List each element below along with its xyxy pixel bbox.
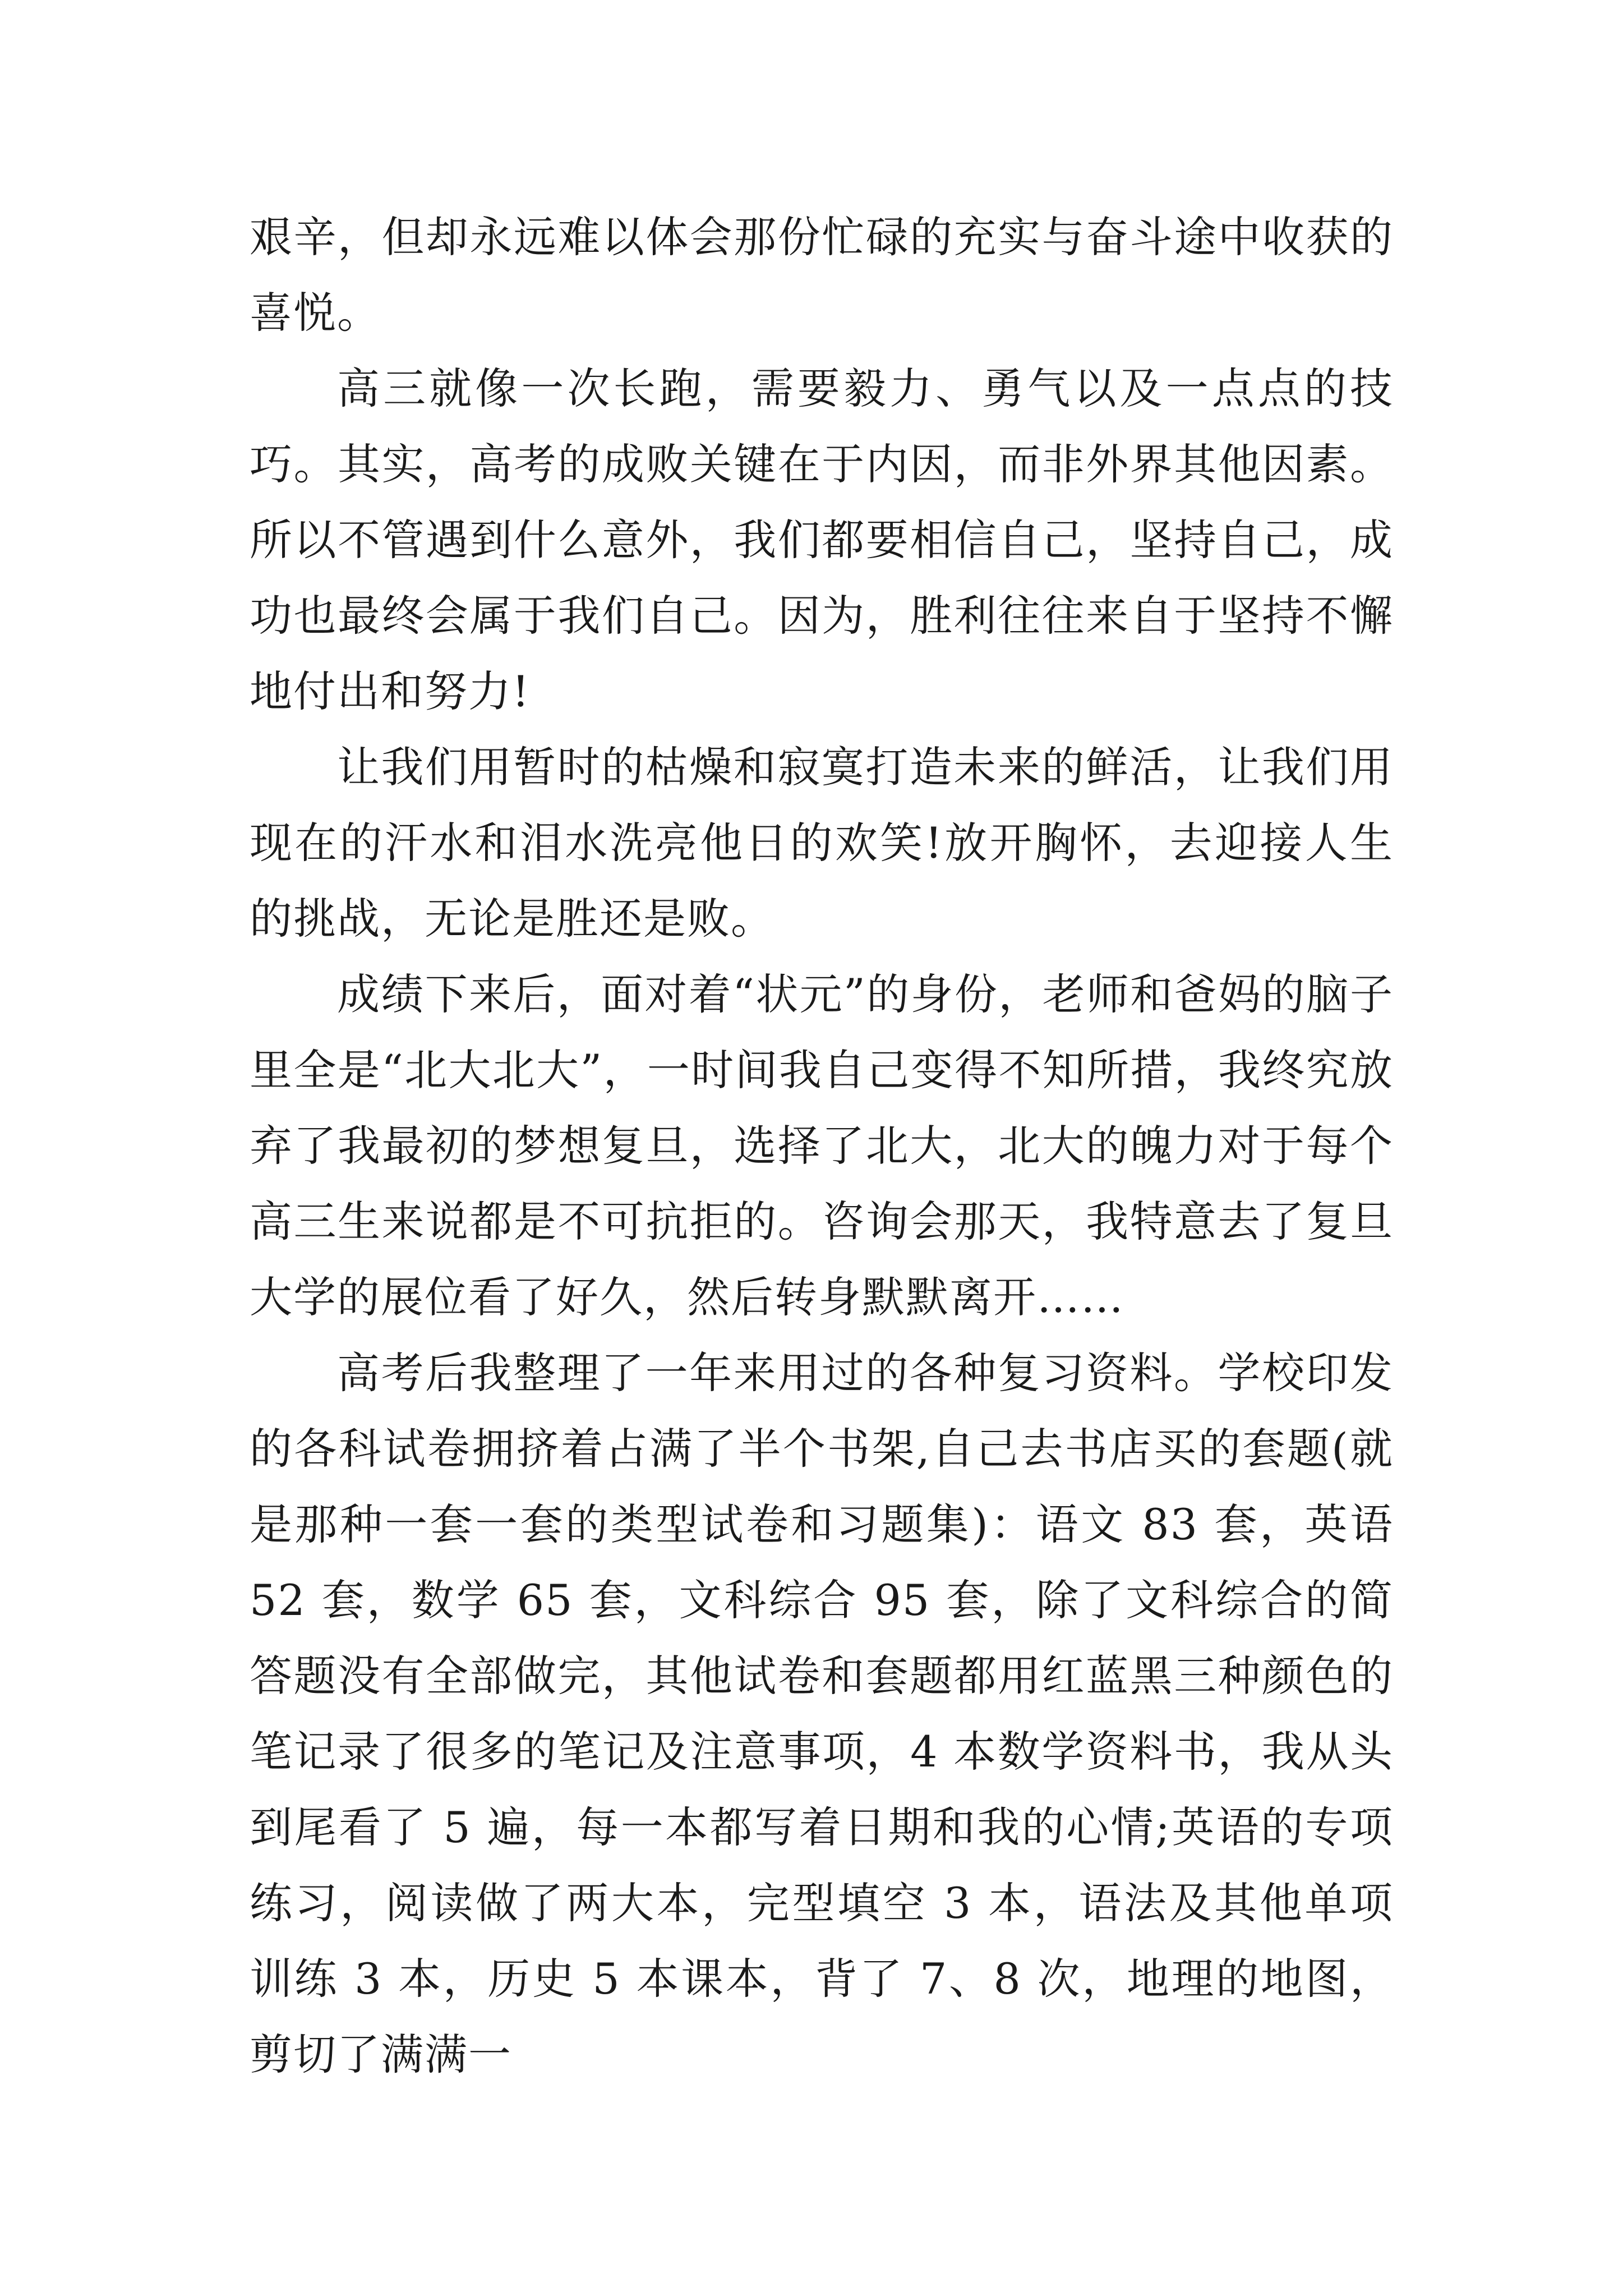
paragraph-2: 高三就像一次长跑，需要毅力、勇气以及一点点的技巧。其实，高考的成败关键在于内因，而非外界其他因素。所以不管遇到什么意外，我们都要相信自己，坚持自己，成功也最终会属于我们自己。因为，胜利往往来自于坚持不懈地付出和努力! <box>250 364 1394 716</box>
paragraph-1: 艰辛，但却永远难以体会那份忙碌的充实与奋斗途中收获的喜悦。 <box>250 212 1394 338</box>
paragraph-5: 高考后我整理了一年来用过的各种复习资料。学校印发的各科试卷拥挤着占满了半个书架,自己去书店买的套题(就是那种一套一套的类型试卷和习题集)：语文 83 套，英语 52 套，数学 65 套，文科综合 95 套，除了文科综合的简答题没有全部做完，其他试卷和套题都用红蓝黑三种颜色的笔记录了很多的笔记及注意事项，4 本数学资料书，我从头到尾看了 5 遍，每一本都写着日期和我的心情;英语的专项练习，阅读做了两大本，完型填空 3 本，语法及其他单项训练 3 本，历史 5 本课本，背了 7、8 次，地理的地图，剪切了满满一 <box>250 1348 1394 2079</box>
body-text <box>250 199 1394 2092</box>
paragraph-4: 成绩下来后，面对着“状元”的身份，老师和爸妈的脑子里全是“北大北大”，一时间我自己变得不知所措，我终究放弃了我最初的梦想复旦，选择了北大，北大的魄力对于每个高三生来说都是不可抗拒的。咨询会那天，我特意去了复旦大学的展位看了好久，然后转身默默离开…… <box>250 969 1394 1322</box>
paragraph-3: 让我们用暂时的枯燥和寂寞打造未来的鲜活，让我们用现在的汗水和泪水洗亮他日的欢笑!放开胸怀，去迎接人生的挑战，无论是胜还是败。 <box>250 742 1394 944</box>
